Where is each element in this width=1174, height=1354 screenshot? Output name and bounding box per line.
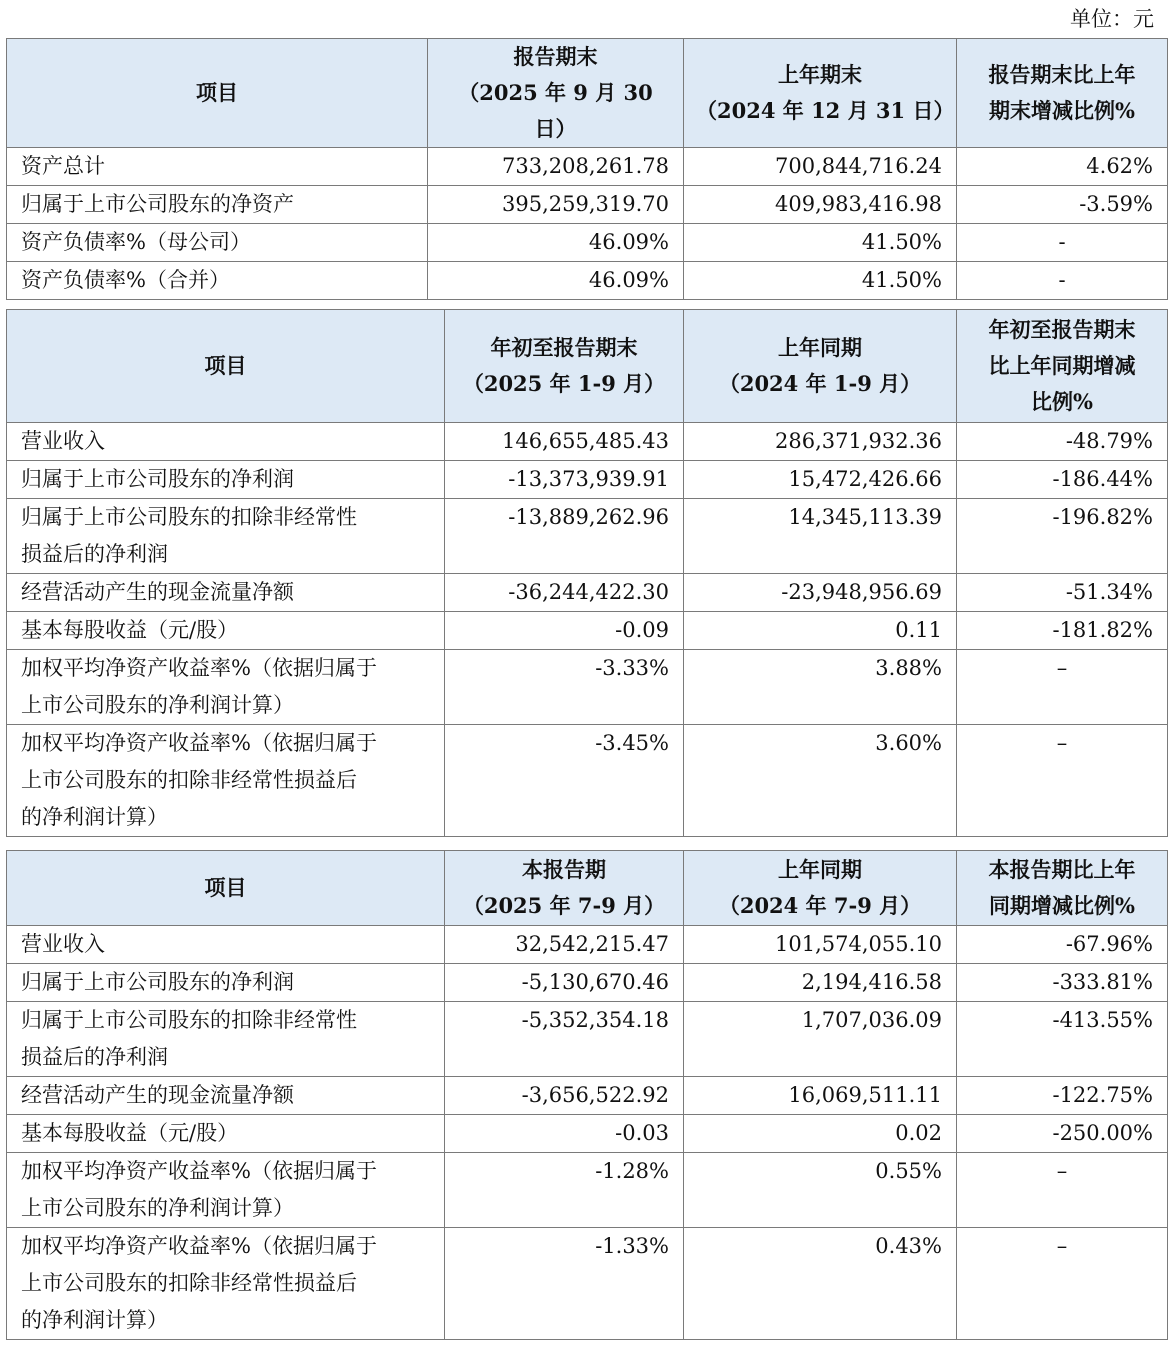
- table-header-row: [7, 851, 1168, 926]
- header-line: 报告期末比上年: [988, 62, 1136, 87]
- row-change: -: [957, 224, 1168, 262]
- quarter-indicators-table: [6, 850, 1168, 1340]
- header-line: 报告期末: [513, 44, 598, 69]
- row-item: [7, 926, 445, 964]
- row-change: -3.59%: [957, 186, 1168, 224]
- table-row: [7, 262, 1168, 300]
- row-current-value: -13,373,939.91: [445, 461, 684, 499]
- row-item-line: 归属于上市公司股东的扣除非经常性: [21, 505, 357, 529]
- header-item: [7, 39, 428, 148]
- table-row: [7, 1002, 1168, 1077]
- header-prior-period: [684, 39, 957, 148]
- row-change: -250.00%: [957, 1115, 1168, 1153]
- table-row: [7, 1228, 1168, 1340]
- table-row: [7, 1115, 1168, 1153]
- row-prior-value: 41.50%: [684, 224, 957, 262]
- row-item-line: 损益后的净利润: [21, 542, 168, 566]
- row-item-line: 营业收入: [21, 429, 105, 453]
- row-prior-value: 409,983,416.98: [684, 186, 957, 224]
- row-current-value: 146,655,485.43: [445, 423, 684, 461]
- header-line: （2025 年 9 月 30 日）: [458, 80, 653, 141]
- row-current-value: -3,656,522.92: [445, 1077, 684, 1115]
- row-change: -181.82%: [957, 612, 1168, 650]
- row-item-line: 加权平均净资产收益率%（依据归属于: [21, 1234, 377, 1258]
- row-item-line: 经营活动产生的现金流量净额: [21, 1083, 294, 1107]
- row-prior-value: 0.55%: [684, 1153, 957, 1228]
- row-item: [7, 650, 445, 725]
- row-item: [7, 423, 445, 461]
- header-change-ratio: [957, 851, 1168, 926]
- row-current-value: -0.03: [445, 1115, 684, 1153]
- row-prior-value: 0.11: [684, 612, 957, 650]
- row-prior-value: 0.02: [684, 1115, 957, 1153]
- row-prior-value: 14,345,113.39: [684, 499, 957, 574]
- table-row: [7, 461, 1168, 499]
- table-header-row: [7, 39, 1168, 148]
- header-line: 期末增减比例%: [989, 98, 1135, 123]
- table-row: [7, 148, 1168, 186]
- row-item: 资产总计: [7, 148, 428, 186]
- header-item-label: 项目: [204, 353, 247, 378]
- row-item: [7, 1115, 445, 1153]
- header-prior-period: [684, 310, 957, 423]
- row-item: [7, 964, 445, 1002]
- table-row: [7, 1077, 1168, 1115]
- row-prior-value: 0.43%: [684, 1228, 957, 1340]
- table-row: [7, 1153, 1168, 1228]
- table-row: [7, 186, 1168, 224]
- row-prior-value: 3.88%: [684, 650, 957, 725]
- row-prior-value: 2,194,416.58: [684, 964, 957, 1002]
- header-line: （2024 年 7-9 月）: [718, 893, 922, 918]
- row-change: -413.55%: [957, 1002, 1168, 1077]
- table-row: [7, 612, 1168, 650]
- header-change-ratio: [957, 310, 1168, 423]
- row-change: -: [957, 262, 1168, 300]
- row-item-line: 归属于上市公司股东的净利润: [21, 970, 294, 994]
- row-item-line: 上市公司股东的扣除非经常性损益后: [21, 768, 357, 792]
- row-change: –: [957, 650, 1168, 725]
- table-body: [7, 423, 1168, 837]
- row-item: [7, 499, 445, 574]
- row-current-value: 46.09%: [428, 262, 684, 300]
- row-current-value: 733,208,261.78: [428, 148, 684, 186]
- header-item: [7, 310, 445, 423]
- header-change-ratio: [957, 39, 1168, 148]
- header-item: [7, 851, 445, 926]
- row-item-line: 经营活动产生的现金流量净额: [21, 580, 294, 604]
- header-line: （2025 年 1-9 月）: [462, 371, 666, 396]
- row-item: 归属于上市公司股东的净资产: [7, 186, 428, 224]
- table-row: [7, 926, 1168, 964]
- header-line: 同期增减比例%: [989, 893, 1135, 918]
- row-item: [7, 574, 445, 612]
- row-item: [7, 612, 445, 650]
- row-prior-value: 700,844,716.24: [684, 148, 957, 186]
- header-item-label: 项目: [196, 80, 238, 105]
- row-item-line: 上市公司股东的净利润计算）: [21, 1196, 294, 1220]
- header-line: 上年期末: [778, 62, 862, 87]
- header-line: 年初至报告期末: [490, 335, 638, 360]
- ytd-indicators-table: [6, 309, 1168, 837]
- row-prior-value: -23,948,956.69: [684, 574, 957, 612]
- row-item: [7, 1228, 445, 1340]
- header-line: 上年同期: [778, 335, 862, 360]
- row-current-value: -3.33%: [445, 650, 684, 725]
- row-change: 4.62%: [957, 148, 1168, 186]
- header-line: 本报告期: [522, 857, 606, 882]
- header-line: （2025 年 7-9 月）: [462, 893, 666, 918]
- row-change: –: [957, 725, 1168, 837]
- row-change: -51.34%: [957, 574, 1168, 612]
- row-change: –: [957, 1153, 1168, 1228]
- table-row: [7, 725, 1168, 837]
- row-change: -186.44%: [957, 461, 1168, 499]
- row-item-line: 加权平均净资产收益率%（依据归属于: [21, 731, 377, 755]
- row-prior-value: 41.50%: [684, 262, 957, 300]
- row-prior-value: 16,069,511.11: [684, 1077, 957, 1115]
- row-prior-value: 1,707,036.09: [684, 1002, 957, 1077]
- header-current-period: [428, 39, 684, 148]
- row-change: -333.81%: [957, 964, 1168, 1002]
- row-item-line: 归属于上市公司股东的净利润: [21, 467, 294, 491]
- row-current-value: -36,244,422.30: [445, 574, 684, 612]
- row-item-line: 的净利润计算）: [21, 1308, 168, 1332]
- table-row: [7, 423, 1168, 461]
- header-line: 上年同期: [778, 857, 862, 882]
- row-current-value: -3.45%: [445, 725, 684, 837]
- row-current-value: -13,889,262.96: [445, 499, 684, 574]
- header-line: 比例%: [1031, 389, 1093, 414]
- row-item: [7, 1153, 445, 1228]
- header-line: 年初至报告期末: [988, 317, 1136, 342]
- row-item-line: 损益后的净利润: [21, 1045, 168, 1069]
- header-prior-period: [684, 851, 957, 926]
- table-row: [7, 964, 1168, 1002]
- row-item-line: 加权平均净资产收益率%（依据归属于: [21, 1159, 377, 1183]
- row-change: -196.82%: [957, 499, 1168, 574]
- header-line: （2024 年 1-9 月）: [718, 371, 922, 396]
- header-current-period: [445, 851, 684, 926]
- row-prior-value: 286,371,932.36: [684, 423, 957, 461]
- row-item: 资产负债率%（合并）: [7, 262, 428, 300]
- header-item-label: 项目: [204, 875, 247, 900]
- table-row: [7, 499, 1168, 574]
- header-current-period: [445, 310, 684, 423]
- row-change: -122.75%: [957, 1077, 1168, 1115]
- row-item: [7, 1002, 445, 1077]
- row-item: [7, 1077, 445, 1115]
- row-prior-value: 15,472,426.66: [684, 461, 957, 499]
- row-current-value: -5,130,670.46: [445, 964, 684, 1002]
- table-header-row: [7, 310, 1168, 423]
- row-item-line: 加权平均净资产收益率%（依据归属于: [21, 656, 377, 680]
- row-current-value: -0.09: [445, 612, 684, 650]
- row-item-line: 上市公司股东的净利润计算）: [21, 693, 294, 717]
- unit-label: 单位：元: [1070, 7, 1154, 31]
- table-row: [7, 574, 1168, 612]
- row-prior-value: 101,574,055.10: [684, 926, 957, 964]
- row-change: -67.96%: [957, 926, 1168, 964]
- row-prior-value: 3.60%: [684, 725, 957, 837]
- header-line: 比上年同期增减: [988, 353, 1136, 378]
- row-item: 资产负债率%（母公司）: [7, 224, 428, 262]
- row-current-value: -5,352,354.18: [445, 1002, 684, 1077]
- row-item-line: 的净利润计算）: [21, 805, 168, 829]
- row-item-line: 归属于上市公司股东的扣除非经常性: [21, 1008, 357, 1032]
- row-current-value: 32,542,215.47: [445, 926, 684, 964]
- table-row: [7, 650, 1168, 725]
- row-item-line: 基本每股收益（元/股）: [21, 618, 239, 642]
- row-current-value: 46.09%: [428, 224, 684, 262]
- row-item-line: 上市公司股东的扣除非经常性损益后: [21, 1271, 357, 1295]
- table-row: [7, 224, 1168, 262]
- row-item-line: 基本每股收益（元/股）: [21, 1121, 239, 1145]
- row-item-line: 营业收入: [21, 932, 105, 956]
- row-current-value: -1.33%: [445, 1228, 684, 1340]
- header-line: 本报告期比上年: [988, 857, 1136, 882]
- row-change: -48.79%: [957, 423, 1168, 461]
- row-item: [7, 461, 445, 499]
- row-change: –: [957, 1228, 1168, 1340]
- balance-indicators-table: [6, 38, 1168, 300]
- row-current-value: -1.28%: [445, 1153, 684, 1228]
- row-item: [7, 725, 445, 837]
- table-body: [7, 926, 1168, 1340]
- row-current-value: 395,259,319.70: [428, 186, 684, 224]
- header-line: （2024 年 12 月 31 日）: [696, 98, 955, 123]
